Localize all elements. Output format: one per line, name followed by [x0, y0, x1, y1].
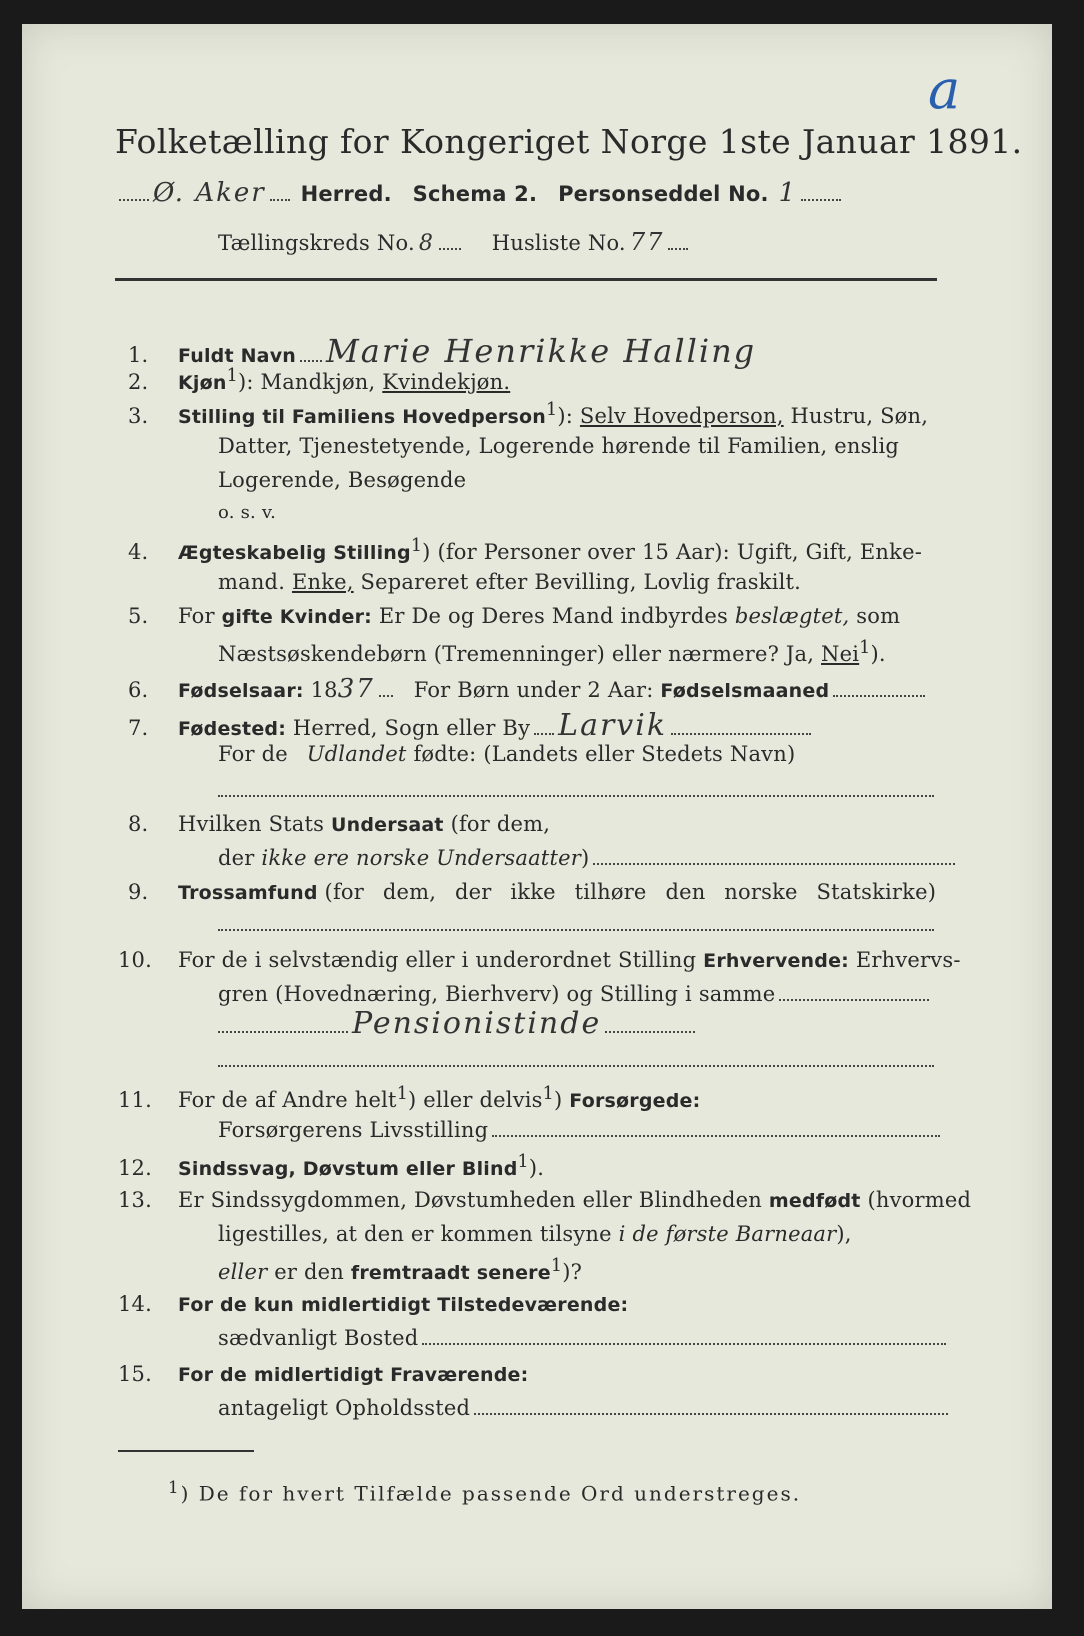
- item-label: Kjøn: [178, 372, 227, 394]
- footnote-ref: 1: [517, 1152, 529, 1172]
- item-label: Fødested:: [178, 718, 287, 740]
- item-7-line-2: [218, 742, 795, 766]
- dotted-answer-line: [218, 794, 934, 797]
- footnote-ref: 1: [550, 1256, 563, 1276]
- item-text: fødte: (Landets eller Stedets Navn): [413, 742, 796, 766]
- item-text: ):: [557, 404, 574, 428]
- dotted-fill: [119, 198, 149, 201]
- item-number: 10.: [118, 948, 152, 972]
- item-text: (for dem, der ikke tilhøre den norske Statskirke): [324, 880, 937, 904]
- item-text: ),: [836, 1222, 852, 1246]
- item-text: antageligt Opholdssted: [218, 1396, 471, 1420]
- item-9-religion: [128, 880, 936, 904]
- item-text: Udlandet: [306, 742, 407, 766]
- item-label: For de kun: [178, 1294, 295, 1316]
- item-number: 3.: [128, 404, 149, 428]
- item-number: 11.: [118, 1088, 152, 1112]
- dotted-answer-line: [218, 1064, 934, 1067]
- item-3-line-2: Datter, Tjenestetyende, Logerende hørende til Familien, enslig: [218, 434, 900, 458]
- footnote-ref: 1: [859, 638, 871, 658]
- item-text: som: [856, 604, 901, 628]
- item-13-line-3: [218, 1256, 582, 1284]
- item-number: 4.: [128, 540, 149, 564]
- kreds-label: Tællingskreds No.: [218, 231, 415, 255]
- item-7-birthplace: [128, 708, 815, 743]
- footnote-ref: 1: [168, 1478, 181, 1497]
- item-6-birth-year: [128, 674, 929, 704]
- item-label: gifte Kvinder:: [221, 606, 372, 628]
- item-text: ): [554, 1088, 563, 1112]
- item-number: 7.: [128, 716, 149, 740]
- item-number: 5.: [128, 604, 149, 628]
- item-3-line-4: o. s. v.: [218, 502, 276, 523]
- header-rule: [115, 278, 937, 281]
- dotted-fill: [218, 1030, 348, 1033]
- item-text: Forsørgerens Livsstilling: [218, 1118, 489, 1142]
- item-1-full-name: [128, 332, 756, 370]
- selected-option: Kvindekjøn.: [382, 370, 511, 394]
- husliste-label: Husliste No.: [491, 231, 626, 255]
- item-number: 9.: [128, 880, 149, 904]
- item-label: Sindssvag, Døvstum eller Blind: [178, 1158, 518, 1180]
- footnote-rule: [118, 1450, 254, 1452]
- item-text: For de: [218, 742, 288, 766]
- item-text: ) (for Personer over 15 Aar): Ugift, Gift, Enke-: [422, 540, 922, 564]
- item-11-supported: [118, 1084, 700, 1112]
- selected-option: Nei: [821, 642, 860, 666]
- item-number: 2.: [128, 370, 149, 394]
- item-text: eller: [218, 1260, 268, 1284]
- item-5-married-women: [128, 604, 900, 628]
- item-label: medfødt: [768, 1190, 861, 1212]
- item-label: Undersaat: [331, 814, 444, 836]
- item-text: ).: [528, 1156, 545, 1180]
- item-label: midlertidigt Fraværende:: [253, 1364, 529, 1386]
- dotted-fill: [668, 247, 688, 250]
- item-text: der: [218, 846, 255, 870]
- item-number: 1.: [128, 343, 149, 367]
- birthplace-value: Larvik: [558, 708, 668, 743]
- dotted-fill: [300, 359, 322, 362]
- dotted-fill: [270, 198, 290, 201]
- item-text: i de første Barneaar: [618, 1222, 837, 1246]
- footnote-text: ) De for hvert Tilfælde passende Ord understreges.: [180, 1481, 802, 1506]
- full-name-value: Marie Henrikke Halling: [326, 332, 757, 370]
- item-text: ): [580, 846, 590, 870]
- footnote-ref: 1: [396, 1084, 409, 1104]
- selected-option: Enke,: [291, 570, 354, 594]
- item-14-temporarily-present: [118, 1292, 628, 1316]
- item-label: fremtraadt senere: [350, 1262, 551, 1284]
- item-8-line-2: [218, 846, 959, 870]
- item-text: (for dem,: [450, 812, 551, 836]
- item-number: 14.: [118, 1292, 152, 1316]
- item-label: Trossamfund: [178, 882, 318, 904]
- item-text: ) eller delvis: [408, 1088, 543, 1112]
- selected-option: Selv Hovedperson,: [579, 404, 784, 428]
- dotted-fill: [379, 694, 393, 697]
- dotted-answer-line: [218, 928, 934, 931]
- form-title: Folketælling for Kongeriget Norge 1ste Januar 1891.: [115, 122, 1023, 161]
- item-15-temporarily-absent: [118, 1362, 528, 1386]
- footnote: [168, 1478, 801, 1506]
- item-text: sædvanligt Bosted: [218, 1326, 419, 1350]
- item-4-line-2: [218, 570, 801, 594]
- item-4-marital-status: [128, 536, 922, 564]
- herred-label: Herred.: [300, 182, 392, 206]
- item-number: 6.: [128, 678, 149, 702]
- husliste-value: 77: [629, 228, 665, 256]
- personseddel-value: 1: [778, 178, 798, 208]
- item-text: For Børn under 2 Aar:: [413, 678, 654, 702]
- item-text: )?: [562, 1260, 583, 1284]
- item-label: Erhvervende:: [703, 950, 849, 972]
- item-12-disability: [118, 1152, 544, 1180]
- item-label: Forsørgede:: [569, 1090, 701, 1112]
- dotted-fill: [801, 198, 841, 201]
- item-text: Hustru, Søn,: [790, 404, 929, 428]
- item-14-line-2: [218, 1326, 950, 1350]
- item-label: Ægteskabelig Stilling: [178, 542, 411, 564]
- herred-row: [115, 178, 845, 208]
- dotted-fill: [671, 732, 811, 735]
- item-10-line-2: [218, 982, 933, 1006]
- dotted-fill: [439, 247, 461, 250]
- item-text: ligestilles, at den er kommen tilsyne: [218, 1222, 612, 1246]
- item-label: Stilling til Familiens Hovedperson: [178, 406, 547, 428]
- item-13-congenital: [118, 1188, 971, 1212]
- item-label: For de: [178, 1364, 247, 1386]
- occupation-value: Pensionistinde: [352, 1006, 602, 1041]
- item-text: Er Sindssygdommen, Døvstumheden eller Blindheden: [178, 1188, 762, 1212]
- dotted-fill: [474, 1412, 948, 1415]
- item-label: midlertidigt Tilstedeværende:: [300, 1294, 629, 1316]
- item-text: Erhvervs-: [855, 948, 961, 972]
- item-text: Næstsøskendebørn (Tremenninger) eller nærmere? Ja,: [218, 642, 815, 666]
- schema-label: Schema 2.: [412, 182, 538, 206]
- item-label: Fuldt Navn: [178, 345, 297, 367]
- item-10-answer-line: [218, 1006, 699, 1041]
- dotted-fill: [605, 1030, 695, 1033]
- item-text: mand.: [218, 570, 286, 594]
- item-text: ikke ere norske Undersaatter: [261, 846, 581, 870]
- dotted-fill: [593, 862, 955, 865]
- kreds-value: 8: [418, 231, 435, 256]
- personseddel-label: Personseddel No.: [558, 182, 769, 206]
- item-number: 12.: [118, 1156, 152, 1180]
- item-text: er den: [274, 1260, 344, 1284]
- item-label: Fødselsmaaned: [660, 680, 830, 702]
- item-text: Er De og Deres Mand indbyrdes: [378, 604, 728, 628]
- item-label: Fødselsaar:: [178, 680, 304, 702]
- item-text: ): Mandkjøn,: [237, 370, 376, 394]
- kreds-row: [218, 228, 692, 256]
- item-13-line-2: [218, 1222, 852, 1246]
- dotted-fill: [833, 694, 925, 697]
- footnote-ref: 1: [546, 400, 558, 420]
- footnote-ref: 1: [410, 536, 423, 556]
- dotted-fill: [422, 1342, 946, 1345]
- item-5-line-2: [218, 638, 886, 666]
- item-11-line-2: [218, 1118, 944, 1142]
- dotted-fill: [492, 1134, 940, 1137]
- item-text: (hvormed: [867, 1188, 972, 1212]
- item-text: Herred, Sogn eller By: [292, 716, 531, 740]
- dotted-fill: [779, 998, 929, 1001]
- item-text: For: [178, 604, 215, 628]
- item-text: gren (Hovednæring, Bierhverv) og Stilling i samme: [218, 982, 776, 1006]
- herred-value: Ø. Aker: [153, 178, 266, 208]
- blue-pencil-mark: a: [928, 58, 961, 121]
- year-prefix: 18: [310, 678, 338, 702]
- item-number: 13.: [118, 1188, 152, 1212]
- item-text: beslægtet,: [734, 604, 850, 628]
- birth-year-value: 37: [337, 674, 375, 704]
- item-text: Hvilken Stats: [178, 812, 325, 836]
- footnote-ref: 1: [226, 366, 238, 386]
- item-10-occupation: [118, 948, 961, 972]
- item-text: For de af Andre helt: [178, 1088, 397, 1112]
- item-3-family-position: [128, 400, 928, 428]
- item-number: 15.: [118, 1362, 152, 1386]
- item-15-line-2: [218, 1396, 952, 1420]
- item-text: Separeret efter Bevilling, Lovlig fraskilt.: [360, 570, 802, 594]
- item-3-line-3: Logerende, Besøgende: [218, 468, 467, 492]
- footnote-ref: 1: [542, 1084, 554, 1104]
- item-2-gender: [128, 366, 510, 394]
- item-8-citizenship: [128, 812, 550, 836]
- item-text: ).: [870, 642, 886, 666]
- item-text: For de i selvstændig eller i underordnet Stilling: [178, 948, 697, 972]
- dotted-fill: [534, 732, 554, 735]
- item-number: 8.: [128, 812, 149, 836]
